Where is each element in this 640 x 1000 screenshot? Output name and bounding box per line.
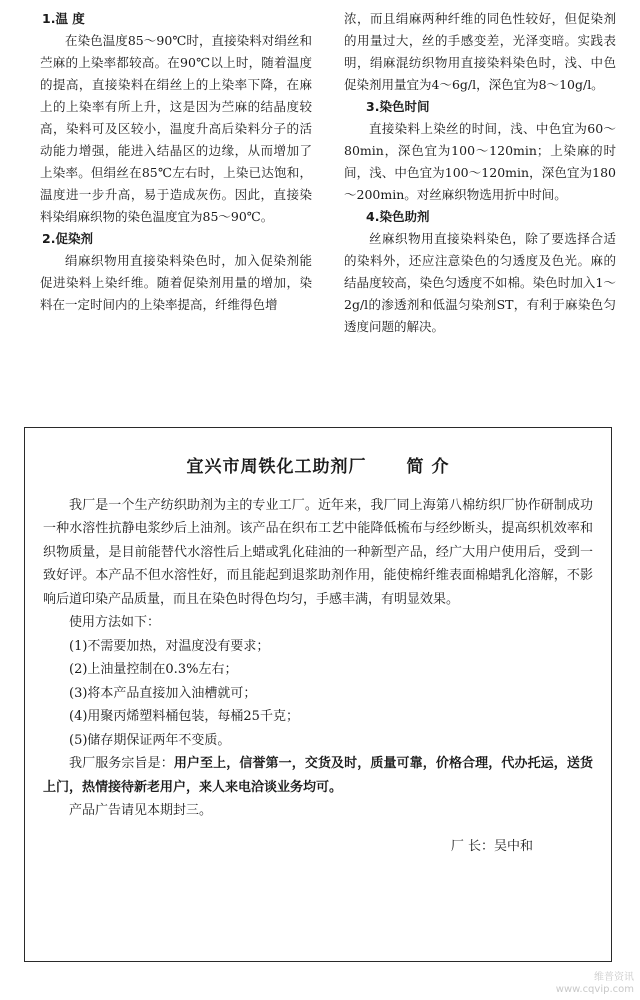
- ad-service-prefix: 我厂服务宗旨是：: [69, 756, 174, 771]
- ad-paragraph: 我厂是一个生产纺织助剂为主的专业工厂。近年来，我厂同上海第八棉纺织厂协作研制成功一种水溶性抗静电浆纱后上油剂。该产品在织布工艺中能降低梳布与经纱断头，提高织机效率和织物质量，是目前能替代水溶性后上蜡或乳化硅油的一种新型产品，经广大用户使用后，受到一致好评。本产品不但水溶性好，而且能起到退浆助剂作用，能使棉纤维表面棉蜡乳化溶解，不影响后道印染产品质量，而且在染色时得色均匀，手感丰满，有明显效果。: [43, 497, 593, 607]
- section-body-accelerant: 绢麻织物用直接染料染色时，加入促染剂能促进染料上染纤维。随着促染剂用量的增加，染料在一定时间内的上染率提高，纤维得色增: [40, 253, 312, 312]
- ad-service-statement: [43, 752, 593, 799]
- section-heading-dyeing-auxiliary: 4.染色助剂: [366, 209, 430, 224]
- section-heading-accelerant: 2.促染剂: [42, 231, 93, 246]
- ad-title: [43, 456, 593, 480]
- ad-intro-word: 简 介: [406, 457, 450, 477]
- watermark-line: 维普资讯: [594, 972, 634, 983]
- ad-usage-item: (3)将本产品直接加入油槽就可；: [69, 685, 257, 701]
- ad-usage-item: (2)上油量控制在0.3%左右；: [69, 662, 238, 677]
- watermark-line: www.cqvip.com: [555, 984, 634, 995]
- article-columns: [40, 8, 620, 388]
- continued-text: 浓，而且绢麻两种纤维的同色性较好，但促染剂的用量过大，丝的手感变差，光泽变暗。实践表明，绢麻混纺织物用直接染料染色时，浅、中色促染剂用量宜为4～6g/l，深色宜为8～10g/l。: [344, 11, 616, 92]
- ad-company-name: 宜兴市周铁化工助剂厂: [186, 457, 367, 477]
- section-body-temperature: 在染色温度85～90℃时，直接染料对绢丝和苎麻的上染率都较高。在90℃以上时，随着温度的提高，直接染料在绢丝上的上染率下降，在麻上的上染率有所上升，这是因为苎麻的结晶度较高，染料可及区较小，温度升高后染料分子的活动能力增强，能进入结晶区的边缘，从而增加了上染率。但绢丝在85℃左右时，上染已达饱和，温度进一步升高，易于造成灰伤。因此，直接染料染绢麻织物的染色温度宜为85～90℃。: [40, 33, 312, 224]
- section-body-dyeing-time: 直接染料上染丝的时间，浅、中色宜为60～80min，深色宜为100～120min；上染麻的时间，浅、中色宜为100～120min，深色宜为180～200min。对丝麻织物选用折中时间。: [344, 121, 616, 202]
- section-body-dyeing-auxiliary: 丝麻织物用直接染料染色，除了要选择合适的染料外，还应注意染色的匀透度及色光。麻的结晶度较高，染色匀透度不如棉。染色时加入1～2g/l的渗透剂和低温匀染剂ST，有利于麻染色匀透度问题的解决。: [344, 231, 616, 334]
- section-heading-temperature: 1.温 度: [42, 11, 85, 26]
- advertisement-box: [24, 427, 612, 962]
- left-column: [40, 8, 312, 316]
- ad-usage-item: (5)储存期保证两年不变质。: [69, 732, 231, 748]
- ad-usage-item: (1)不需要加热，对温度没有要求；: [69, 638, 270, 654]
- ad-usage-title: 使用方法如下：: [69, 615, 161, 630]
- ad-usage-item: (4)用聚丙烯塑料桶包装，每桶25千克；: [69, 709, 299, 724]
- right-column: [344, 8, 616, 338]
- ad-signature: 厂 长：吴中和: [450, 838, 533, 854]
- ad-service-bold: 用户至上，信誉第一，交货及时，质量可靠，价格合理，代办托运，送货上门，热情接待新老用户，来人来电洽谈业务均可。: [43, 756, 593, 795]
- section-heading-dyeing-time: 3.染色时间: [366, 99, 430, 114]
- ad-note: 产品广告请见本期封三。: [69, 803, 213, 818]
- watermark: [556, 972, 634, 996]
